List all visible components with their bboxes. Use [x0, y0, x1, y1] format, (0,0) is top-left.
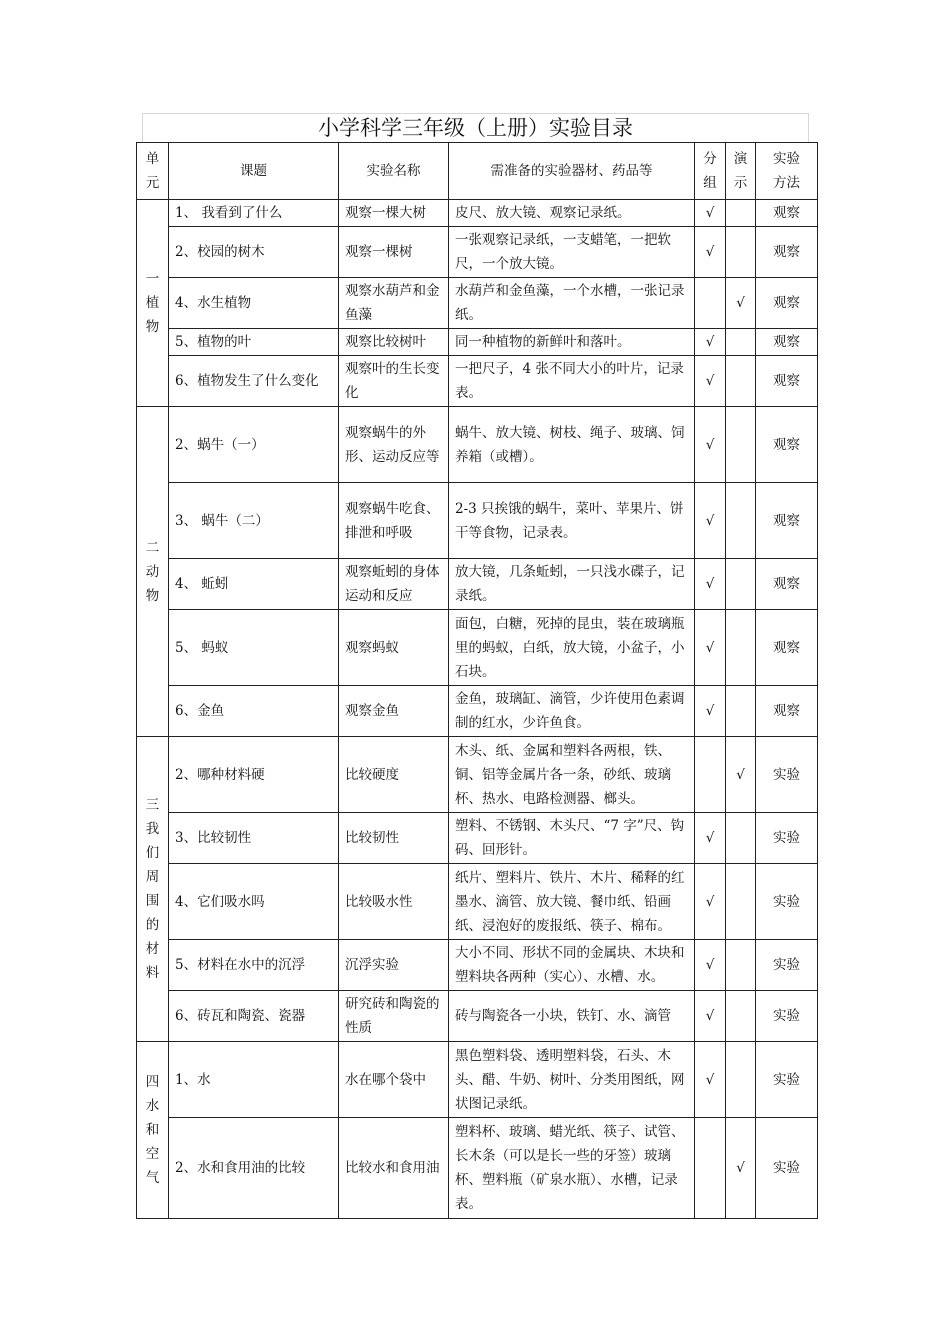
table-row [137, 227, 818, 278]
group-mark-cell: √ [695, 329, 726, 356]
experiment-name-cell: 研究砖和陶瓷的性质 [339, 991, 449, 1042]
materials-cell: 面包，白糖，死掉的昆虫，装在玻璃瓶里的蚂蚁，白纸，放大镜，小盆子，小石块。 [449, 610, 695, 686]
demo-mark-cell [726, 686, 756, 737]
topic-cell: 2、校园的树木 [169, 227, 339, 278]
table-row [137, 864, 818, 940]
group-mark-cell: √ [695, 610, 726, 686]
demo-mark-cell [726, 227, 756, 278]
demo-mark-cell [726, 864, 756, 940]
topic-cell: 2、水和食用油的比较 [169, 1118, 339, 1219]
demo-mark-cell [726, 610, 756, 686]
method-cell: 观察 [756, 278, 818, 329]
materials-cell: 皮尺、放大镜、观察记录纸。 [449, 200, 695, 227]
table-row [137, 407, 818, 483]
group-mark-cell: √ [695, 559, 726, 610]
group-mark-cell [695, 737, 726, 813]
header-demo: 演示 [726, 143, 756, 200]
demo-mark-cell [726, 813, 756, 864]
table-row [137, 940, 818, 991]
topic-cell: 4、水生植物 [169, 278, 339, 329]
group-mark-cell [695, 278, 726, 329]
table-row [137, 737, 818, 813]
experiment-name-cell: 比较韧性 [339, 813, 449, 864]
demo-mark-cell [726, 407, 756, 483]
experiment-name-cell: 比较水和食用油 [339, 1118, 449, 1219]
method-cell: 实验 [756, 1042, 818, 1118]
method-cell: 实验 [756, 1118, 818, 1219]
group-mark-cell: √ [695, 813, 726, 864]
table-body [137, 200, 818, 1219]
header-row [137, 143, 818, 200]
demo-mark-cell [726, 200, 756, 227]
group-mark-cell: √ [695, 940, 726, 991]
materials-cell: 同一种植物的新鲜叶和落叶。 [449, 329, 695, 356]
method-cell: 实验 [756, 813, 818, 864]
table-row [137, 356, 818, 407]
page-title: 小学科学三年级（上册）实验目录 [142, 113, 809, 142]
topic-cell: 5、 蚂蚁 [169, 610, 339, 686]
table-row [137, 686, 818, 737]
table-row [137, 329, 818, 356]
group-mark-cell: √ [695, 991, 726, 1042]
method-cell: 观察 [756, 610, 818, 686]
materials-cell: 砖与陶瓷各一小块，铁钉、水、滴管 [449, 991, 695, 1042]
experiment-name-cell: 水在哪个袋中 [339, 1042, 449, 1118]
table-row [137, 991, 818, 1042]
topic-cell: 4、 蚯蚓 [169, 559, 339, 610]
method-cell: 观察 [756, 407, 818, 483]
method-cell: 实验 [756, 940, 818, 991]
experiment-name-cell: 观察蚯蚓的身体运动和反应 [339, 559, 449, 610]
demo-mark-cell [726, 329, 756, 356]
experiment-name-cell: 观察比较树叶 [339, 329, 449, 356]
topic-cell: 6、砖瓦和陶瓷、瓷器 [169, 991, 339, 1042]
experiment-name-cell: 观察蚂蚁 [339, 610, 449, 686]
topic-cell: 4、它们吸水吗 [169, 864, 339, 940]
demo-mark-cell [726, 559, 756, 610]
topic-cell: 1、水 [169, 1042, 339, 1118]
header-materials: 需准备的实验器材、药品等 [449, 143, 695, 200]
group-mark-cell: √ [695, 864, 726, 940]
materials-cell: 纸片、塑料片、铁片、木片、稀释的红墨水、滴管、放大镜、餐巾纸、铅画纸、浸泡好的废报纸、筷子、棉布。 [449, 864, 695, 940]
materials-cell: 大小不同、形状不同的金属块、木块和塑料块各两种（实心）、水槽、水。 [449, 940, 695, 991]
method-cell: 观察 [756, 686, 818, 737]
materials-cell: 木头、纸、金属和塑料各两根，铁、铜、铝等金属片各一条，砂纸、玻璃杯、热水、电路检测器、榔头。 [449, 737, 695, 813]
experiment-name-cell: 观察蜗牛吃食、排泄和呼吸 [339, 483, 449, 559]
table-row [137, 483, 818, 559]
demo-mark-cell: √ [726, 737, 756, 813]
experiment-name-cell: 比较吸水性 [339, 864, 449, 940]
materials-cell: 塑料杯、玻璃、蜡光纸、筷子、试管、长木条（可以是长一些的牙签）玻璃杯、塑料瓶（矿泉水瓶）、水槽，记录表。 [449, 1118, 695, 1219]
group-mark-cell: √ [695, 1042, 726, 1118]
experiment-table [136, 142, 818, 1219]
experiment-name-cell: 比较硬度 [339, 737, 449, 813]
method-cell: 观察 [756, 329, 818, 356]
group-mark-cell: √ [695, 686, 726, 737]
group-mark-cell: √ [695, 356, 726, 407]
method-cell: 观察 [756, 227, 818, 278]
topic-cell: 6、植物发生了什么变化 [169, 356, 339, 407]
table-row [137, 200, 818, 227]
topic-cell: 5、材料在水中的沉浮 [169, 940, 339, 991]
demo-mark-cell [726, 1042, 756, 1118]
topic-cell: 5、植物的叶 [169, 329, 339, 356]
demo-mark-cell: √ [726, 278, 756, 329]
header-group: 分组 [695, 143, 726, 200]
materials-cell: 2-3 只挨饿的蜗牛，菜叶、苹果片、饼干等食物，记录表。 [449, 483, 695, 559]
table-row [137, 559, 818, 610]
demo-mark-cell [726, 991, 756, 1042]
materials-cell: 蜗牛、放大镜、树枝、绳子、玻璃、饲养箱（或槽）。 [449, 407, 695, 483]
unit-name-cell: 四水和空气 [137, 1042, 169, 1219]
experiment-name-cell: 观察蜗牛的外形、运动反应等 [339, 407, 449, 483]
table-row [137, 1118, 818, 1219]
demo-mark-cell: √ [726, 1118, 756, 1219]
experiment-name-cell: 观察水葫芦和金鱼藻 [339, 278, 449, 329]
demo-mark-cell [726, 940, 756, 991]
table-row [137, 278, 818, 329]
demo-mark-cell [726, 356, 756, 407]
unit-name-cell: 一植物 [137, 200, 169, 407]
experiment-name-cell: 沉浮实验 [339, 940, 449, 991]
topic-cell: 2、哪种材料硬 [169, 737, 339, 813]
topic-cell: 6、金鱼 [169, 686, 339, 737]
method-cell: 实验 [756, 991, 818, 1042]
materials-cell: 金鱼，玻璃缸、滴管，少许使用色素调制的红水，少许鱼食。 [449, 686, 695, 737]
experiment-name-cell: 观察一棵大树 [339, 200, 449, 227]
materials-cell: 一张观察记录纸，一支蜡笔，一把软尺，一个放大镜。 [449, 227, 695, 278]
materials-cell: 一把尺子，4 张不同大小的叶片，记录表。 [449, 356, 695, 407]
header-unit: 单元 [137, 143, 169, 200]
materials-cell: 放大镜，几条蚯蚓，一只浅水碟子，记录纸。 [449, 559, 695, 610]
header-topic: 课题 [169, 143, 339, 200]
experiment-name-cell: 观察金鱼 [339, 686, 449, 737]
table-row [137, 1042, 818, 1118]
header-method: 实验方法 [756, 143, 818, 200]
group-mark-cell [695, 1118, 726, 1219]
header-experiment: 实验名称 [339, 143, 449, 200]
topic-cell: 3、 蜗牛（二） [169, 483, 339, 559]
group-mark-cell: √ [695, 407, 726, 483]
topic-cell: 1、 我看到了什么 [169, 200, 339, 227]
demo-mark-cell [726, 483, 756, 559]
method-cell: 实验 [756, 864, 818, 940]
method-cell: 观察 [756, 559, 818, 610]
experiment-name-cell: 观察叶的生长变化 [339, 356, 449, 407]
method-cell: 观察 [756, 200, 818, 227]
method-cell: 观察 [756, 356, 818, 407]
experiment-name-cell: 观察一棵树 [339, 227, 449, 278]
topic-cell: 3、比较韧性 [169, 813, 339, 864]
table-row [137, 813, 818, 864]
group-mark-cell: √ [695, 227, 726, 278]
topic-cell: 2、蜗牛（一） [169, 407, 339, 483]
method-cell: 实验 [756, 737, 818, 813]
unit-name-cell: 三我们周围的材料 [137, 737, 169, 1042]
method-cell: 观察 [756, 483, 818, 559]
materials-cell: 塑料、不锈钢、木头尺、“7 字”尺、钩码、回形针。 [449, 813, 695, 864]
group-mark-cell: √ [695, 483, 726, 559]
materials-cell: 水葫芦和金鱼藻，一个水槽，一张记录纸。 [449, 278, 695, 329]
materials-cell: 黑色塑料袋、透明塑料袋，石头、木头、醋、牛奶、树叶、分类用图纸，网状图记录纸。 [449, 1042, 695, 1118]
table-row [137, 610, 818, 686]
group-mark-cell: √ [695, 200, 726, 227]
unit-name-cell: 二动物 [137, 407, 169, 737]
